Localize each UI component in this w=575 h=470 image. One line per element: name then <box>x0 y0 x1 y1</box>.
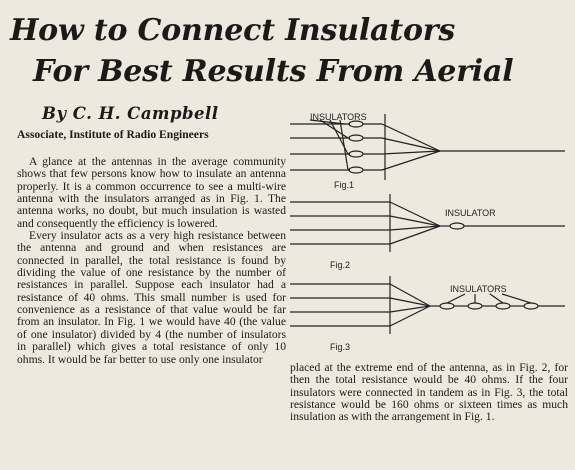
insulator-icon <box>450 223 464 229</box>
antenna-diagram <box>290 106 570 356</box>
fig1-caption: Fig.1 <box>334 180 355 190</box>
paragraph-3: placed at the extreme end of the antenna, as in Fig. 2, for then the total resistance would be 40 ohms. If the four insulators were connected in tandem as in Fig. 3, the total resistance would be 160 ohms or sixteen times as much insulation as with the arrangement in Fig. 1. <box>290 361 568 424</box>
insulator-icon <box>349 135 363 141</box>
insulator-icon <box>524 303 538 309</box>
fig3-label: INSULATORS <box>450 284 507 294</box>
antenna-diagram-svg <box>290 106 570 356</box>
insulator-icon <box>349 151 363 157</box>
fig3-diagram <box>290 276 565 352</box>
insulator-icon <box>440 303 454 309</box>
fig1-diagram <box>290 112 565 190</box>
paragraph-2: Every insulator acts as a very high resistance between the antenna and ground and when resistances are connected in parallel, the total resistance is found by dividing the value of one resistance by the number of resistances in parallel. Suppose each insulator had a resistance of 40 ohms. This small number is used for convenience as a resistance of that value would be far from an insulator. In Fig. 1 we would have 40 (the value of one insulator) divided by 4 (the number of insulators in parallel) which gives a total resistance of only 10 ohms. It would be far better to use only one insulator <box>17 229 286 366</box>
insulator-icon <box>496 303 510 309</box>
insulator-icon <box>468 303 482 309</box>
insulator-icon <box>349 167 363 173</box>
author-byline: By C. H. Campbell <box>42 104 219 123</box>
fig2-diagram <box>290 194 565 270</box>
fig2-label: INSULATOR <box>445 208 496 218</box>
fig2-caption: Fig.2 <box>330 260 351 270</box>
fig1-label: INSULATORS <box>310 112 367 122</box>
fig3-caption: Fig.3 <box>330 342 351 352</box>
paragraph-1: A glance at the antennas in the average community shows that few persons know how to insulate an antenna properly. It is a common occurrence to see a multi-wire antenna with the insulators arranged as in Fig. 1. The antenna works, no doubt, but much insulation is wasted and consequently the efficiency is lowered. <box>17 155 286 230</box>
headline-line-1: How to Connect Insulators <box>10 13 456 48</box>
article-body-right-column <box>290 362 568 424</box>
headline-line-2: For Best Results From Aerial <box>33 54 514 89</box>
author-affiliation: Associate, Institute of Radio Engineers <box>17 128 209 141</box>
article-body-left-column <box>17 156 286 366</box>
